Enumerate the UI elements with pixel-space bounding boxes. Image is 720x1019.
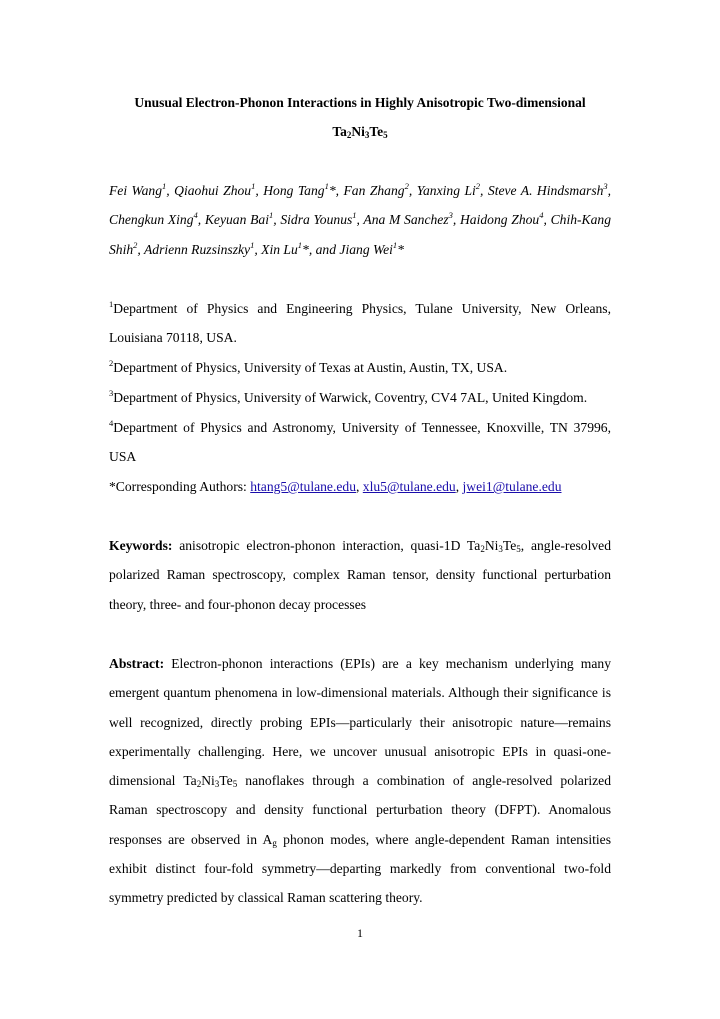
keywords-paragraph xyxy=(109,531,611,619)
author-name: Fei Wang xyxy=(109,183,163,198)
affiliation-3 xyxy=(109,383,611,412)
affiliation-text: Department of Physics and Astronomy, University of Tennessee, Knoxville, TN 37996, USA xyxy=(109,420,611,465)
mode-subscript: g xyxy=(272,837,277,848)
author-separator: , xyxy=(255,183,264,198)
author-list xyxy=(109,176,611,264)
affiliation-marker: 3 xyxy=(109,388,114,398)
formula-element: Te xyxy=(219,773,233,789)
author-affiliation-marker: 1 xyxy=(392,239,398,250)
formula-subscript: 2 xyxy=(196,779,202,790)
affiliation-2 xyxy=(109,353,611,382)
author-name: Qiaohui Zhou xyxy=(174,183,252,198)
affiliation-4 xyxy=(109,413,611,472)
author-name: Keyuan Bai xyxy=(204,212,269,228)
abstract-label: Abstract: xyxy=(109,656,165,671)
author-separator: , xyxy=(607,183,612,198)
formula-subscript: 3 xyxy=(364,130,370,140)
abstract-text: phonon modes, where angle-dependent Raman intensities exhibit distinct four-fold symmetry—departing markedly from conventional two-fold symmetry predicted by classical Raman scattering theory. xyxy=(109,831,611,906)
keywords-text: anisotropic electron-phonon interaction, quasi-1D xyxy=(172,538,467,553)
author-name: Haidong Zhou xyxy=(459,212,540,228)
author-separator: , xyxy=(452,212,460,228)
author-name: Adrienn Ruzsinszky xyxy=(143,241,251,257)
page-number: 1 xyxy=(357,926,363,940)
author-affiliation-marker: 3 xyxy=(448,210,453,221)
email-separator: , xyxy=(455,479,463,494)
author-separator: , xyxy=(543,212,551,228)
author-affiliation-marker: 1 xyxy=(162,181,167,191)
author-separator: , xyxy=(254,241,262,257)
author-separator: , xyxy=(273,212,281,228)
paper-title-line1: Unusual Electron-Phonon Interactions in Highly Anisotropic Two-dimensional xyxy=(134,95,586,110)
author-name: Chengkun Xing xyxy=(109,212,194,228)
author-affiliation-marker: 1 xyxy=(250,239,255,250)
author-separator: , xyxy=(356,212,364,228)
author-separator: , xyxy=(408,183,417,198)
abstract-text: nanoflakes through a combination of angle-resolved polarized Raman spectroscopy and density functional perturbation theory (DFPT). Anomalous responses are observed in A xyxy=(109,773,611,847)
formula-element: Ni xyxy=(351,124,365,139)
author-name: Steve A. Hindsmarsh xyxy=(487,183,604,198)
formula-element: Ni xyxy=(201,773,215,789)
keywords-label: Keywords: xyxy=(109,538,173,553)
affiliation-1 xyxy=(109,294,611,353)
author-affiliation-marker: 2 xyxy=(133,239,138,250)
author-affiliation-marker: 2 xyxy=(475,181,481,191)
email-link[interactable]: htang5@tulane.edu xyxy=(250,479,356,494)
author-affiliation-marker: 1 xyxy=(324,181,329,191)
formula-subscript: 5 xyxy=(516,544,521,554)
corresponding-label: *Corresponding Authors: xyxy=(109,479,251,494)
author-separator: , xyxy=(137,241,144,257)
paper-title-line2 xyxy=(60,124,660,140)
keywords-text: , angle-resolved polarized Raman spectroscopy, complex Raman tensor, density functional perturbation theory, three- and four-phonon decay processes xyxy=(109,538,611,612)
author-separator: , xyxy=(166,183,175,198)
author-affiliation-marker: 2 xyxy=(404,181,409,191)
author-separator: , xyxy=(480,183,488,198)
author-affiliation-marker: 1 xyxy=(352,210,357,221)
author-separator: *, xyxy=(328,183,344,198)
author-name: Fan Zhang xyxy=(343,183,405,198)
abstract-text: Electron-phonon interactions (EPIs) are a key mechanism underlying many emergent quantum phenomena in low-dimensional materials. Although their significance is well recognized, directly probing EPIs—particularly their anisotropic nature—remains experimentally challenging. Here, we uncover unusual anisotropic EPIs in quasi-one-dimensional xyxy=(109,656,611,789)
formula-subscript: 5 xyxy=(232,779,238,790)
formula-subscript: 3 xyxy=(498,544,503,554)
affiliation-marker: 4 xyxy=(109,418,114,428)
formula-subscript: 5 xyxy=(383,130,388,140)
author-separator: , xyxy=(197,212,205,228)
affiliation-text: Department of Physics and Engineering Physics, Tulane University, New Orleans, Louisiana 70118, USA. xyxy=(109,301,611,346)
author-affiliation-marker: 4 xyxy=(193,210,198,221)
author-separator: *, and xyxy=(302,241,340,257)
formula-element: Ni xyxy=(484,538,499,553)
author-affiliation-marker: 1 xyxy=(251,181,256,191)
affiliation-text: Department of Physics, University of Texas at Austin, Austin, TX, USA. xyxy=(113,360,508,375)
affiliation-marker: 2 xyxy=(109,358,114,368)
author-affiliation-marker: 1 xyxy=(297,239,303,250)
email-link[interactable]: xlu5@tulane.edu xyxy=(362,479,456,494)
formula-element: Te xyxy=(369,124,384,139)
author-affiliation-marker: 4 xyxy=(539,210,544,221)
formula-element: Ta xyxy=(466,538,481,553)
email-link[interactable]: jwei1@tulane.edu xyxy=(462,479,562,494)
corresponding-authors xyxy=(109,472,611,501)
affiliation-marker: 1 xyxy=(109,299,114,309)
formula-element: Te xyxy=(502,538,517,553)
author-affiliation-marker: 1 xyxy=(268,210,274,221)
formula-element: Ta xyxy=(183,773,197,789)
author-affiliation-marker: 3 xyxy=(603,181,608,191)
formula-subscript: 3 xyxy=(214,779,220,790)
author-name: Yanxing Li xyxy=(416,183,476,198)
author-name: Ana M Sanchez xyxy=(363,212,449,228)
author-name: Hong Tang xyxy=(263,183,325,198)
formula-element: Ta xyxy=(332,124,347,139)
author-name: Chih-Kang Shih xyxy=(109,212,611,257)
formula-subscript: 2 xyxy=(346,130,352,140)
author-name: Xin Lu xyxy=(261,241,298,257)
formula-subscript: 2 xyxy=(480,544,485,554)
author-name: Sidra Younus xyxy=(280,212,353,228)
author-name: Jiang Wei xyxy=(339,241,393,257)
abstract-paragraph xyxy=(109,649,611,913)
author-separator: * xyxy=(397,241,404,257)
email-separator: , xyxy=(356,479,363,494)
affiliation-text: Department of Physics, University of Warwick, Coventry, CV4 7AL, United Kingdom. xyxy=(113,390,588,405)
